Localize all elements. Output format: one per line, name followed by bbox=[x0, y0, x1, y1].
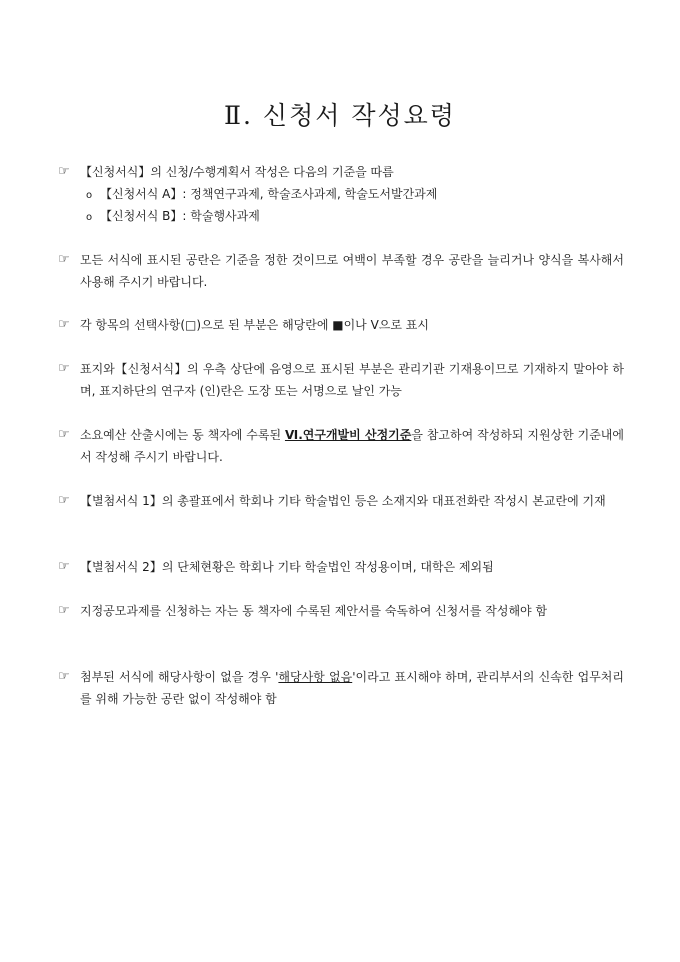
guideline-item bbox=[58, 600, 624, 622]
guideline-item bbox=[58, 556, 624, 578]
guideline-text: 지정공모과제를 신청하는 자는 동 책자에 수록된 제안서를 숙독하여 신청서를 작성해야 함 bbox=[80, 604, 548, 618]
sub-item-text: 【신청서식 B】: 학술행사과제 bbox=[100, 209, 260, 223]
sub-item-text: 【신청서식 A】: 정책연구과제, 학술조사과제, 학술도서발간과제 bbox=[100, 187, 438, 201]
guideline-item bbox=[58, 161, 624, 183]
guideline-text: 모든 서식에 표시된 공란은 기준을 정한 것이므로 여백이 부족할 경우 공란을 늘리거나 양식을 복사해서 사용해 주시기 바랍니다. bbox=[80, 253, 624, 289]
text-span: '이라고 표시해야 하며, 관리부서의 신속한 업무처리를 위해 가능한 공란 없이 작성해야 함 bbox=[80, 670, 624, 706]
sub-item-bullet: o bbox=[86, 190, 93, 201]
pointing-hand-icon: ☞ bbox=[58, 317, 70, 332]
sub-item bbox=[86, 205, 260, 229]
text-span: 을 참고하여 작성하되 지원상한 기준내에서 작성해 주시기 바랍니다. bbox=[80, 428, 624, 464]
pointing-hand-icon: ☞ bbox=[58, 164, 70, 179]
guideline-text: 【별첨서식 2】의 단체현황은 학회나 기타 학술법인 작성용이며, 대학은 제외됨 bbox=[80, 560, 494, 574]
pointing-hand-icon: ☞ bbox=[58, 669, 70, 684]
guideline-item bbox=[58, 490, 624, 512]
guideline-text bbox=[80, 424, 624, 468]
guideline-text bbox=[80, 666, 624, 710]
sub-item bbox=[86, 183, 437, 207]
text-span: 소요예산 산출시에는 동 책자에 수록된 bbox=[80, 428, 285, 442]
page-title: Ⅱ. 신청서 작성요령 bbox=[224, 101, 456, 130]
guideline-item bbox=[58, 424, 624, 468]
pointing-hand-icon: ☞ bbox=[58, 361, 70, 376]
pointing-hand-icon: ☞ bbox=[58, 603, 70, 618]
guideline-text: 표지와【신청서식】의 우측 상단에 음영으로 표시된 부분은 관리기관 기재용이므로 기재하지 말아야 하며, 표지하단의 연구자 (인)란은 도장 또는 서명으로 날인 가능 bbox=[80, 362, 624, 398]
pointing-hand-icon: ☞ bbox=[58, 427, 70, 442]
guideline-item bbox=[58, 358, 624, 402]
guideline-item bbox=[58, 249, 624, 293]
pointing-hand-icon: ☞ bbox=[58, 559, 70, 574]
guideline-item bbox=[58, 314, 624, 336]
budget-criteria-reference: Ⅵ.연구개발비 산정기준 bbox=[284, 428, 412, 442]
sub-item-bullet: o bbox=[86, 212, 93, 223]
guideline-text: 【별첨서식 1】의 총괄표에서 학회나 기타 학술법인 등은 소재지와 대표전화란 작성시 본교란에 기재 bbox=[80, 494, 606, 508]
guideline-text: 각 항목의 선택사항(□)으로 된 부분은 해당란에 ■이나 V으로 표시 bbox=[80, 318, 429, 332]
guideline-item bbox=[58, 666, 624, 710]
pointing-hand-icon: ☞ bbox=[58, 252, 70, 267]
pointing-hand-icon: ☞ bbox=[58, 493, 70, 508]
guideline-text: 【신청서식】의 신청/수행계획서 작성은 다음의 기준을 따름 bbox=[80, 165, 394, 179]
text-span: 첨부된 서식에 해당사항이 없을 경우 ' bbox=[80, 670, 279, 684]
not-applicable-phrase: 해당사항 없음 bbox=[278, 670, 353, 684]
